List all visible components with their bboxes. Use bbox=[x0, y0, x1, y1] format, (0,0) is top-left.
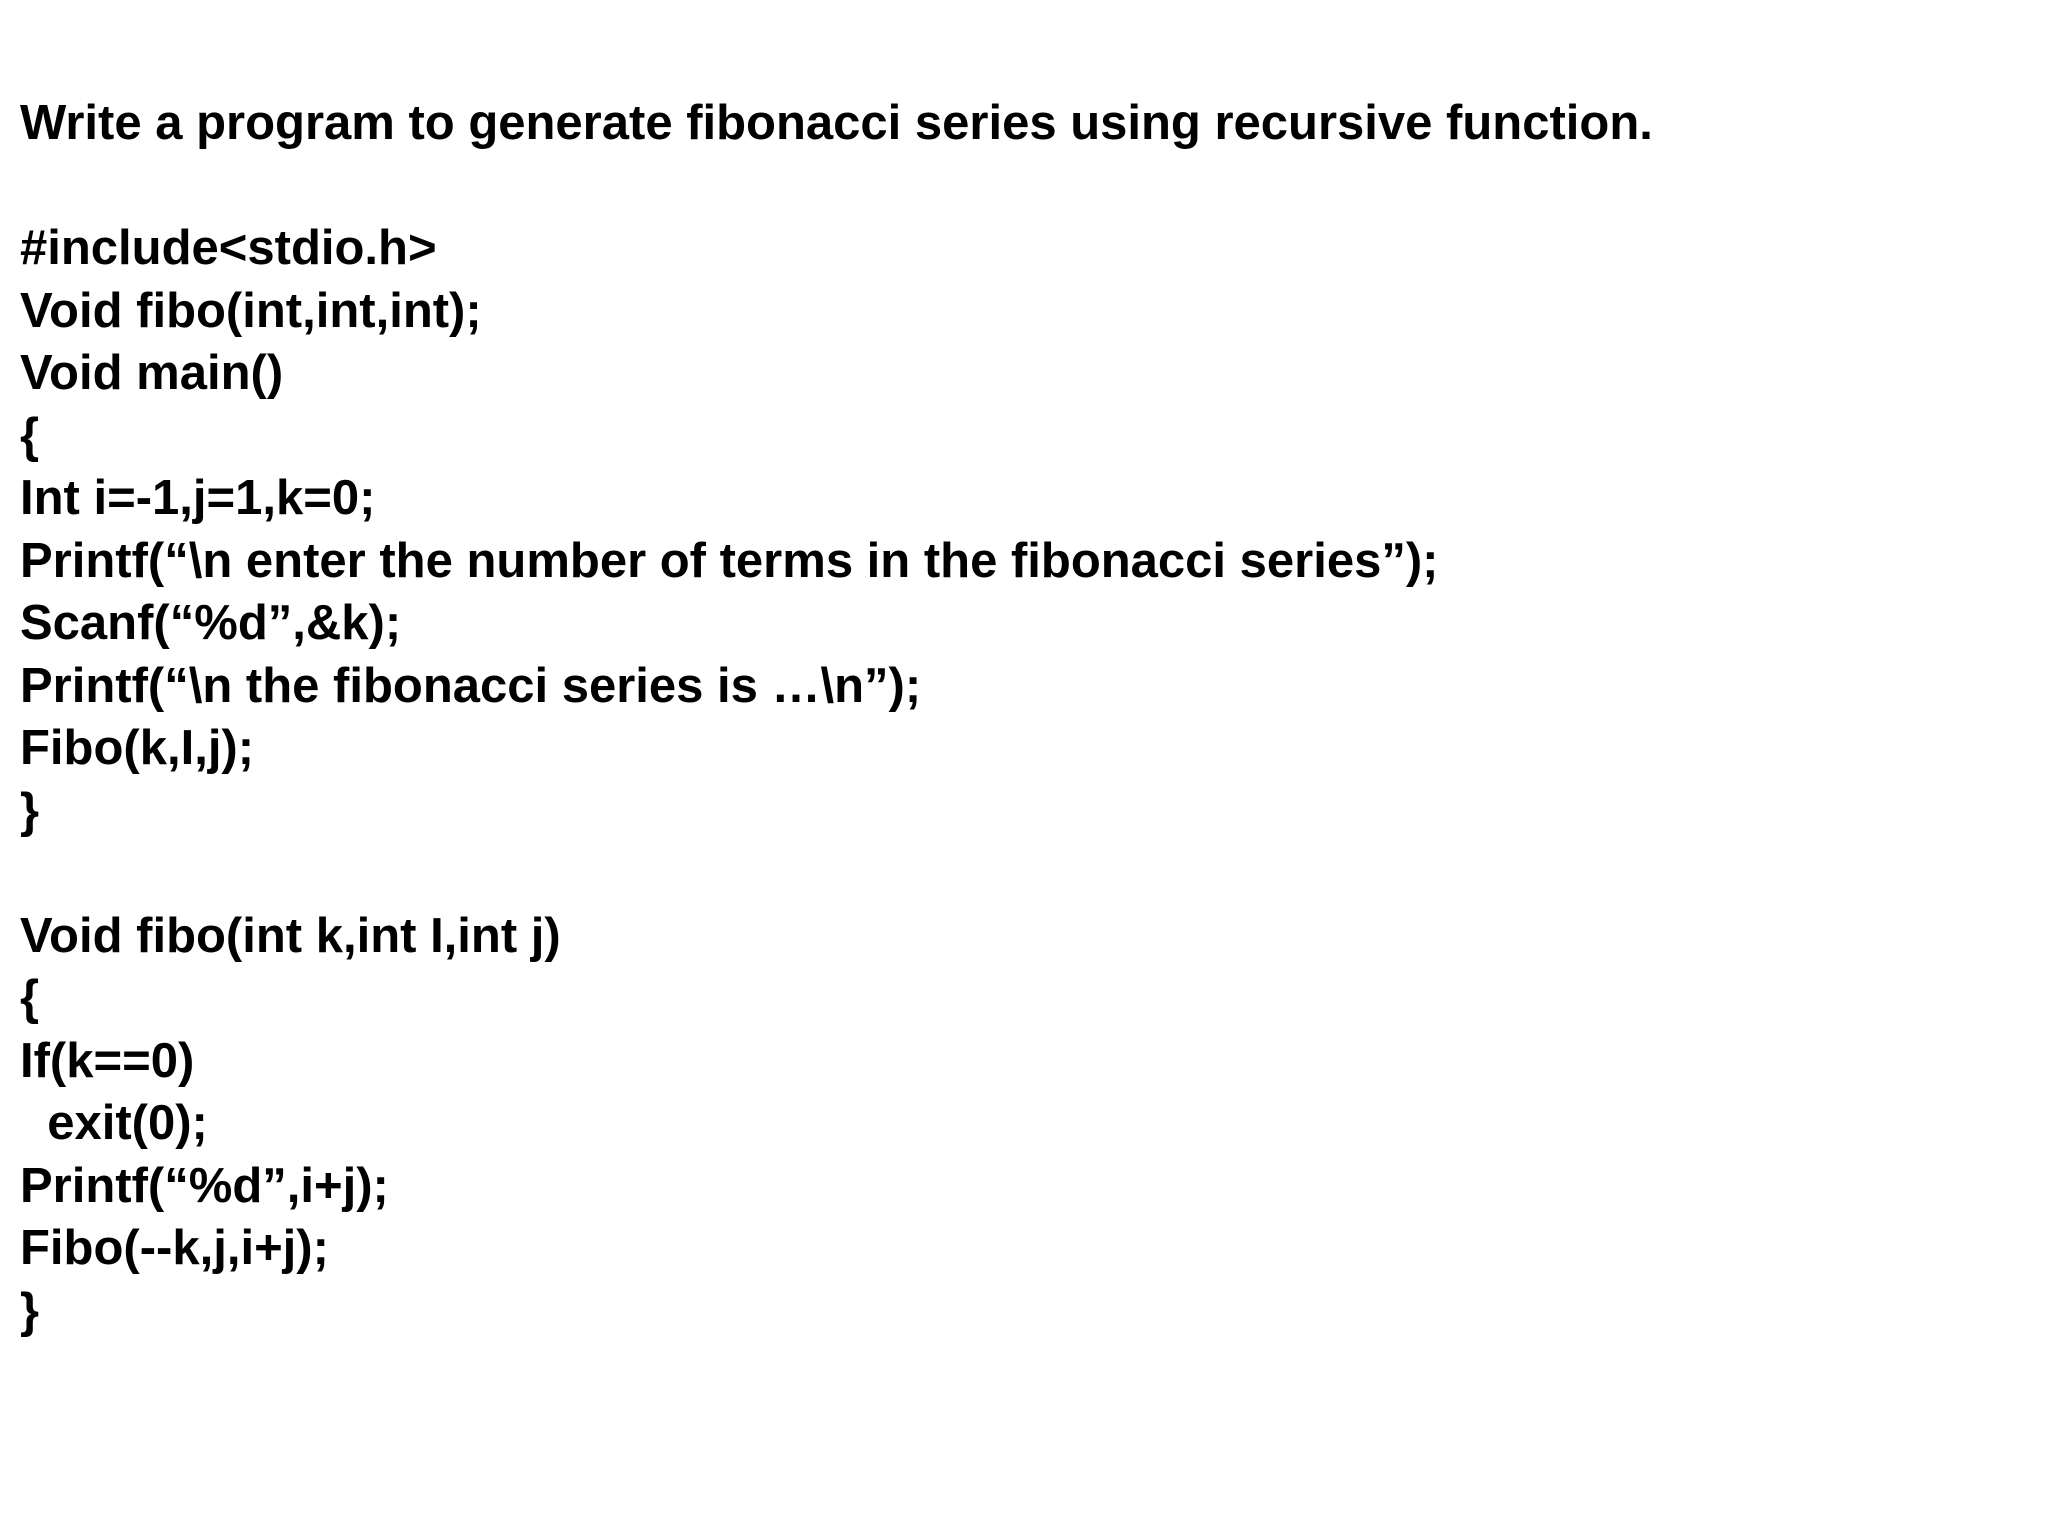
code-line: If(k==0) bbox=[20, 1033, 195, 1088]
code-block-main bbox=[20, 217, 2020, 842]
spacer bbox=[20, 155, 2020, 218]
code-line: { bbox=[20, 408, 40, 463]
code-line: Fibo(k,I,j); bbox=[20, 721, 255, 775]
code-line: Scanf(“%d”,&k); bbox=[20, 596, 402, 650]
code-line: } bbox=[20, 783, 40, 838]
code-line: Printf(“\n the fibonacci series is …\n”); bbox=[20, 658, 922, 713]
code-line: #include<stdio.h> bbox=[20, 221, 437, 275]
code-line: Void fibo(int k,int I,int j) bbox=[20, 908, 561, 963]
code-line: Int i=-1,j=1,k=0; bbox=[20, 471, 376, 525]
document bbox=[20, 92, 2020, 1342]
code-line: } bbox=[20, 1283, 40, 1338]
page-title: Write a program to generate fibonacci series using recursive function. bbox=[20, 96, 1653, 150]
code-line: { bbox=[20, 971, 40, 1025]
code-block-fibo bbox=[20, 905, 2020, 1343]
code-line: Void main() bbox=[20, 346, 284, 400]
code-line: exit(0); bbox=[20, 1096, 208, 1150]
code-line: Printf(“\n enter the number of terms in the fibonacci series”); bbox=[20, 533, 1439, 588]
spacer bbox=[20, 842, 2020, 905]
code-line: Void fibo(int,int,int); bbox=[20, 283, 482, 338]
code-line: Fibo(--k,j,i+j); bbox=[20, 1221, 329, 1275]
code-line: Printf(“%d”,i+j); bbox=[20, 1158, 389, 1213]
